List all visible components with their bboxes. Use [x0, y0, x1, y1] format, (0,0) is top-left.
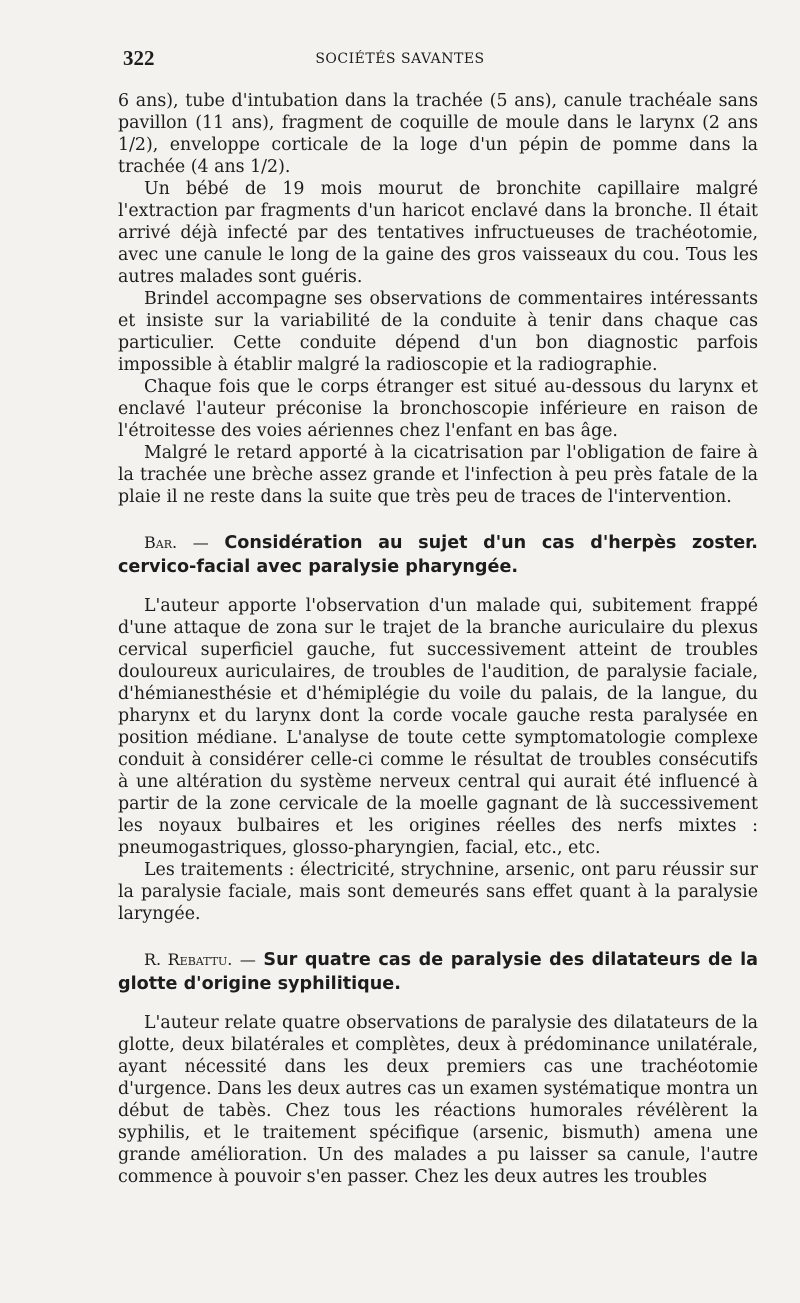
running-title: SOCIÉTÉS SAVANTES	[315, 51, 485, 67]
article-author: Bar.	[144, 533, 178, 552]
paragraph: Malgré le retard apporté à la cicatrisation par l'obligation de faire à la trachée une brèche assez grande et l'infection à peu près fatale de la plaie il ne reste dans la suite que très peu de traces de l'intervention.	[118, 443, 758, 507]
paragraph: L'auteur apporte l'observation d'un malade qui, subitement frappé d'une attaque de zona sur le trajet de la branche auriculaire du plexus cervical superficiel gauche, fut successivement atteint de troubles douloureux auriculaires, de troubles de l'audition, de paralysie faciale, d'hémianesthésie et d'hémiplégie du voile du palais, de la langue, du pharynx et du larynx dont la corde vocale gauche resta paralysée en position médiane. L'analyse de toute cette symptomatologie complexe conduit à considérer celle-ci comme le résultat de troubles consécutifs à une altération du système nerveux central qui aurait été influencé à partir de la zone cervicale de la moelle gagnant de là successivement les noyaux bulbaires et les origines réelles des nerfs mixtes : pneumogastriques, glosso-pharyngien, facial, etc., etc.	[118, 596, 758, 858]
article-rebattu	[118, 948, 758, 1188]
paragraph: Un bébé de 19 mois mourut de bronchite capillaire malgré l'extraction par fragments d'un haricot enclavé dans la bronche. Il était arrivé déjà infecté par des tentatives infructueuses de trachéotomie, avec une canule le long de la gaine des gros vaisseaux du cou. Tous les autres malades sont guéris.	[118, 179, 758, 287]
paragraph-continuation: 6 ans), tube d'intubation dans la trachée (5 ans), canule trachéale sans pavillon (11 ans), fragment de coquille de moule dans le larynx (2 ans 1/2), enveloppe corticale de la loge d'un pépin de pomme dans la trachée (4 ans 1/2).	[118, 91, 758, 177]
paragraph: Chaque fois que le corps étranger est situé au-dessous du larynx et enclavé l'auteur préconise la bronchoscopie inférieure en raison de l'étroitesse des voies aériennes chez l'enfant en bas âge.	[118, 377, 758, 441]
article-heading	[118, 948, 758, 996]
article-title: Considération au sujet d'un cas d'herpès zoster. cervico-facial avec paralysie pharyngée.	[118, 533, 758, 577]
paragraph: Les traitements : électricité, strychnine, arsenic, ont paru réussir sur la paralysie faciale, mais sont demeurés sans effet quant à la paralysie laryngée.	[118, 860, 758, 924]
article-author: R. Rebattu.	[144, 950, 233, 969]
article-heading	[118, 531, 758, 579]
article-bar	[118, 531, 758, 925]
heading-dash: —	[239, 950, 256, 969]
page-header	[0, 44, 800, 76]
paragraph: Brindel accompagne ses observations de commentaires intéressants et insiste sur la variabilité de la conduite à tenir dans chaque cas particulier. Cette conduite dépend d'un bon diagnostic parfois impossible à établir malgré la radioscopie et la radiographie.	[118, 289, 758, 375]
heading-dash: —	[192, 533, 209, 552]
paragraph: L'auteur relate quatre observations de paralysie des dilatateurs de la glotte, deux bilatérales et complètes, deux à prédominance unilatérale, ayant nécessité dans les deux premiers cas une trachéotomie d'urgence. Dans les deux autres cas un examen systématique montra un début de tabès. Chez tous les réactions humorales révélèrent la syphilis, et le traitement spécifique (arsenic, bismuth) amena une grande amélioration. Un des malades a pu laisser sa canule, l'autre commence à pouvoir s'en passer. Chez les deux autres les troubles	[118, 1013, 758, 1187]
page-body	[118, 90, 758, 1188]
article-title: Sur quatre cas de paralysie des dilatateurs de la glotte d'origine syphilitique.	[118, 950, 758, 994]
page-number: 322	[123, 46, 155, 70]
